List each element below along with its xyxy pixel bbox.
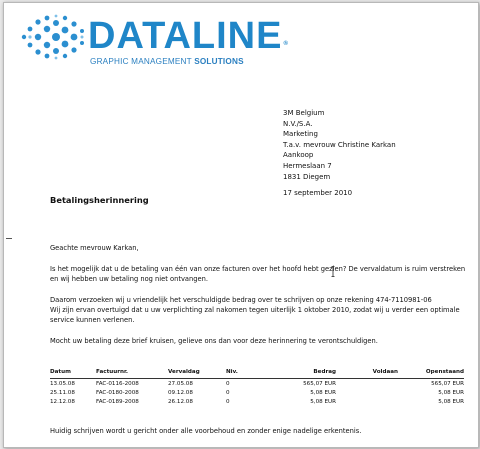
paragraph-2-line-2: Wij zijn ervan overtuigd dat u uw verplichting zal nakomen tegen uiterlijk 1 oktober 2010, zodat wij u verder een optimale xyxy=(50,306,460,314)
table-row xyxy=(50,398,464,407)
cell-niv: 0 xyxy=(226,389,230,396)
col-header-datum: Datum xyxy=(50,367,96,379)
letter-date: 17 september 2010 xyxy=(283,189,353,197)
cell-vervaldag: 27.05.08 xyxy=(168,380,193,387)
cell-bedrag: 5,08 EUR xyxy=(310,399,336,406)
col-header-niv: Niv. xyxy=(226,367,266,379)
tagline-light: GRAPHIC MANAGEMENT xyxy=(90,57,195,66)
address-line: Marketing xyxy=(283,130,318,139)
cell-datum: 12.12.08 xyxy=(50,399,75,406)
cell-bedrag: 5,08 EUR xyxy=(310,389,336,396)
paragraph-1-line-1: Is het mogelijk dat u de betaling van één van onze facturen over het hoofd hebt gezien? De vervaldatum is ruim verstreken xyxy=(50,265,466,273)
col-header-factuurnr: Factuurnr. xyxy=(96,367,168,379)
cell-factuurnr: FAC-0116-2008 xyxy=(96,380,139,387)
cell-openstaand: 5,08 EUR xyxy=(438,389,464,396)
paragraph-3: Mocht uw betaling deze brief kruisen, gelieve ons dan voor deze herinnering te verontschuldigen. xyxy=(50,337,378,345)
address-line: 1831 Diegem xyxy=(283,172,331,181)
salutation: Geachte mevrouw Karkan, xyxy=(50,244,139,252)
paragraph-1-line-2: en wij hebben uw betaling nog niet ontvangen. xyxy=(50,275,208,283)
cell-niv: 0 xyxy=(226,380,230,387)
table-row xyxy=(50,388,464,397)
table-row xyxy=(50,379,464,389)
recipient-address xyxy=(283,108,396,182)
cell-datum: 25.11.08 xyxy=(50,389,75,396)
col-header-vervaldag: Vervaldag xyxy=(168,367,226,379)
cell-voldaan xyxy=(336,379,398,389)
closing-paragraph: Huidig schrijven wordt u gericht onder alle voorbehoud en zonder enige nadelige erkentenis. xyxy=(50,427,362,435)
paragraph-2-line-1: Daarom verzoeken wij u vriendelijk het verschuldigde bedrag over te schrijven op onze rekening 474-7110981-06 xyxy=(50,296,432,304)
col-header-openstaand: Openstaand xyxy=(398,367,464,379)
cell-voldaan xyxy=(336,388,398,397)
letter-subject: Betalingsherinnering xyxy=(50,195,149,205)
address-line: 3M Belgium xyxy=(283,109,325,117)
cell-vervaldag: 26.12.08 xyxy=(168,399,193,406)
col-header-bedrag: Bedrag xyxy=(266,367,336,379)
text-cursor-icon xyxy=(331,266,335,277)
cell-vervaldag: 09.12.08 xyxy=(168,389,193,396)
address-line: Aankoop xyxy=(283,151,314,160)
fold-mark xyxy=(6,238,12,239)
cell-factuurnr: FAC-0189-2008 xyxy=(96,399,139,406)
address-line: T.a.v. mevrouw Christine Karkan xyxy=(283,140,396,149)
cell-niv: 0 xyxy=(226,399,230,406)
brand-name xyxy=(88,17,289,55)
table-header-row xyxy=(50,367,464,379)
cell-openstaand: 565,07 EUR xyxy=(431,380,464,387)
brand-tagline xyxy=(90,57,244,66)
cell-datum: 13.05.08 xyxy=(50,380,75,387)
invoice-table xyxy=(50,367,464,407)
registered-mark: ® xyxy=(283,41,289,47)
paragraph-2-line-3: service kunnen verlenen. xyxy=(50,316,135,324)
col-header-voldaan: Voldaan xyxy=(336,367,398,379)
brand-wordmark: DATALINE xyxy=(88,15,283,57)
letter-page xyxy=(3,2,479,448)
address-line: Hermeslaan 7 xyxy=(283,161,332,170)
cell-openstaand: 5,08 EUR xyxy=(438,399,464,406)
tagline-bold: SOLUTIONS xyxy=(194,57,244,66)
cell-bedrag: 565,07 EUR xyxy=(303,380,336,387)
cell-voldaan xyxy=(336,398,398,407)
address-line: N.V./S.A. xyxy=(283,119,313,128)
cell-factuurnr: FAC-0180-2008 xyxy=(96,389,139,396)
dataline-logo-icon xyxy=(18,13,88,61)
